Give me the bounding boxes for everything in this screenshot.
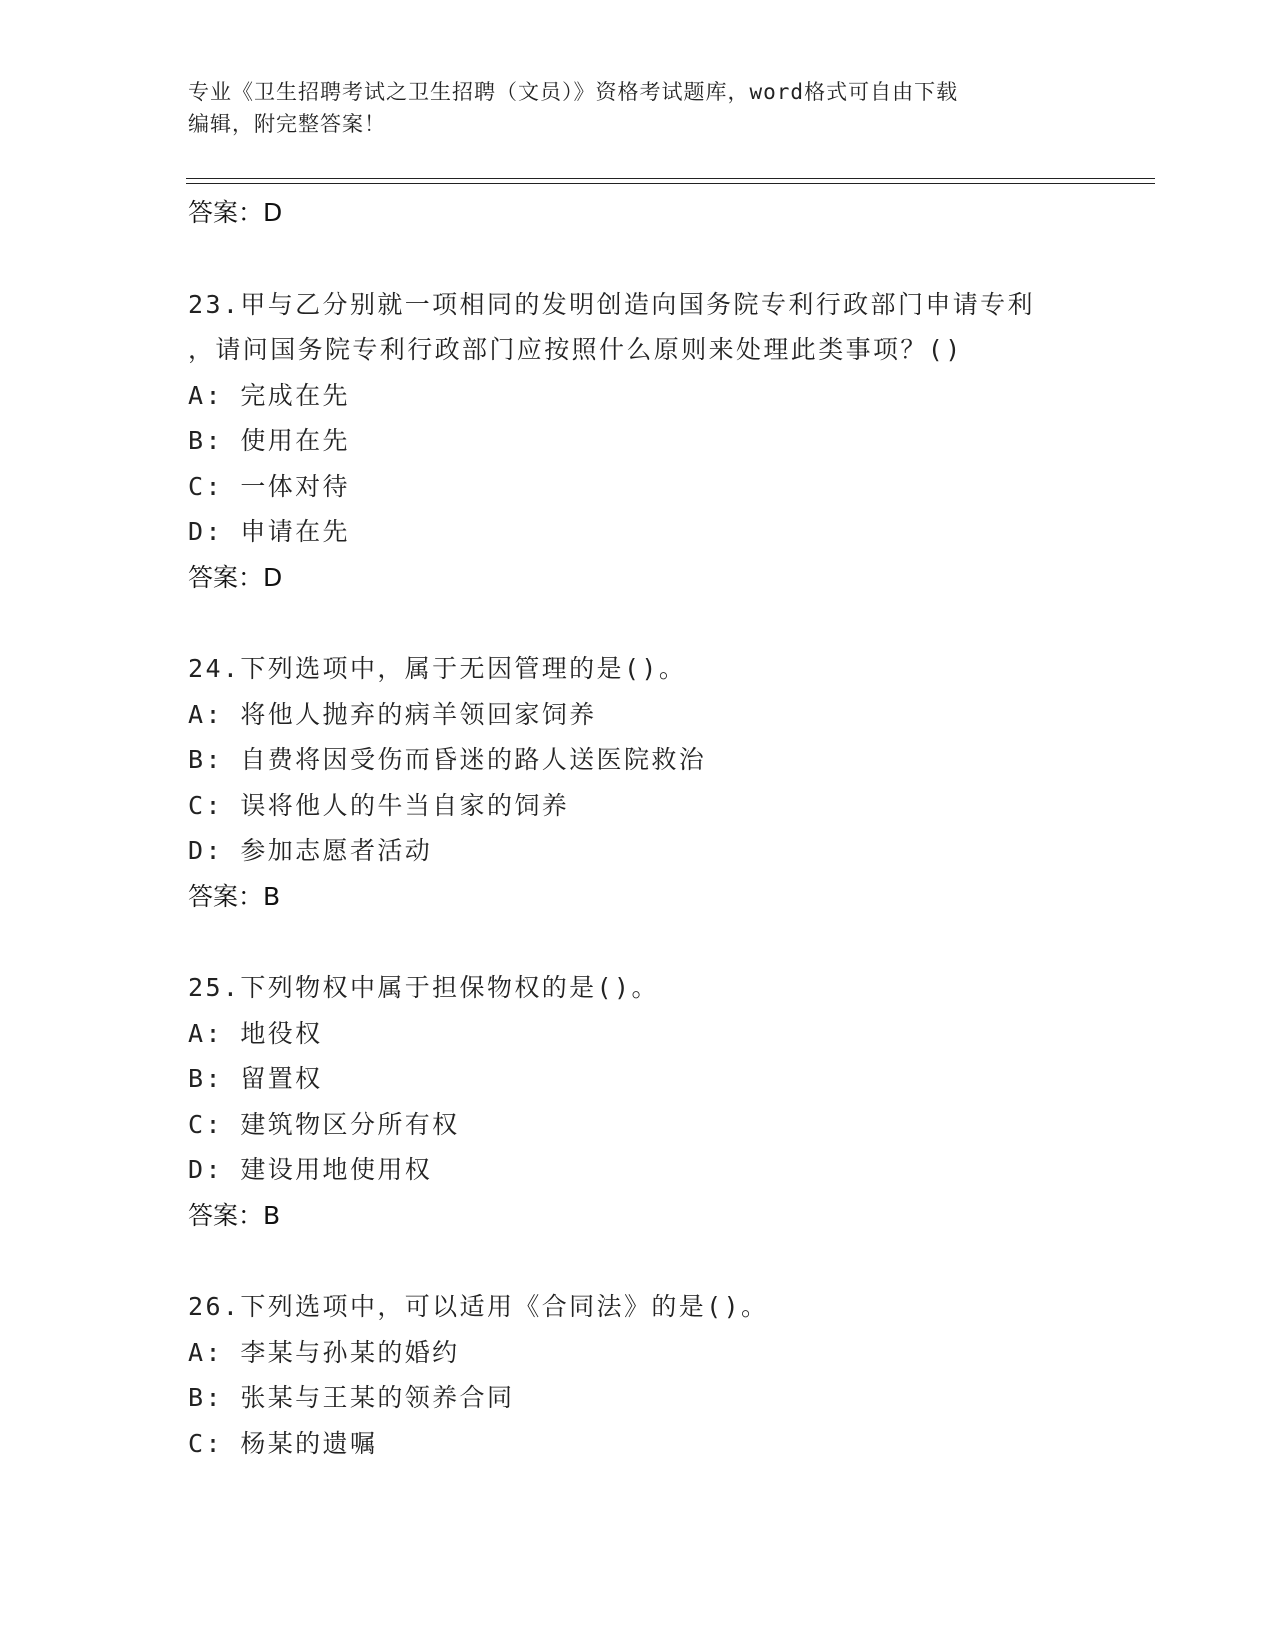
question-stem: 23.甲与乙分别就一项相同的发明创造向国务院专利行政部门申请专利 [188,289,1035,319]
question-24 [188,646,1128,919]
option-b: B: 留置权 [188,1064,323,1093]
spacer [188,236,1128,282]
option-d: D: 建设用地使用权 [188,1155,433,1184]
question-list [188,190,1128,1466]
option-a: A: 将他人抛弃的病羊领回家饲养 [188,699,597,729]
answer: 答案：D [188,562,283,592]
previous-answer: 答案：D [188,198,283,227]
header-rule-top [186,178,1155,179]
header-rule-bottom [186,183,1155,184]
question-23 [188,282,1128,601]
header-line-1: 专业《卫生招聘考试之卫生招聘（文员）》资格考试题库，word格式可自由下载 [188,80,959,104]
option-c: C: 杨某的遗嘱 [188,1428,378,1458]
option-d: D: 申请在先 [188,517,350,546]
answer: 答案：B [188,881,281,911]
option-d: D: 参加志愿者活动 [188,836,433,865]
question-stem: 25.下列物权中属于担保物权的是()。 [188,973,659,1002]
option-c: C: 建筑物区分所有权 [188,1109,460,1139]
option-a: A: 李某与孙某的婚约 [188,1337,460,1367]
question-stem: 26.下列选项中，可以适用《合同法》的是()。 [188,1292,769,1321]
option-b: B: 使用在先 [188,426,350,455]
answer: 答案：B [188,1200,281,1230]
option-b: B: 自费将因受伤而昏迷的路人送医院救治 [188,745,707,774]
option-c: C: 误将他人的牛当自家的饲养 [188,790,570,820]
page-header [188,76,1088,140]
spacer [188,1238,1128,1284]
option-a: A: 地役权 [188,1018,323,1048]
header-line-2: 编辑，附完整答案！ [188,112,386,136]
question-26 [188,1284,1128,1466]
option-a: A: 完成在先 [188,380,350,410]
option-c: C: 一体对待 [188,471,350,501]
spacer [188,600,1128,646]
spacer [188,919,1128,965]
question-stem-continued: ，请问国务院专利行政部门应按照什么原则来处理此类事项？() [188,335,963,364]
question-25 [188,965,1128,1238]
question-stem: 24.下列选项中，属于无因管理的是()。 [188,654,687,683]
option-b: B: 张某与王某的领养合同 [188,1383,515,1412]
